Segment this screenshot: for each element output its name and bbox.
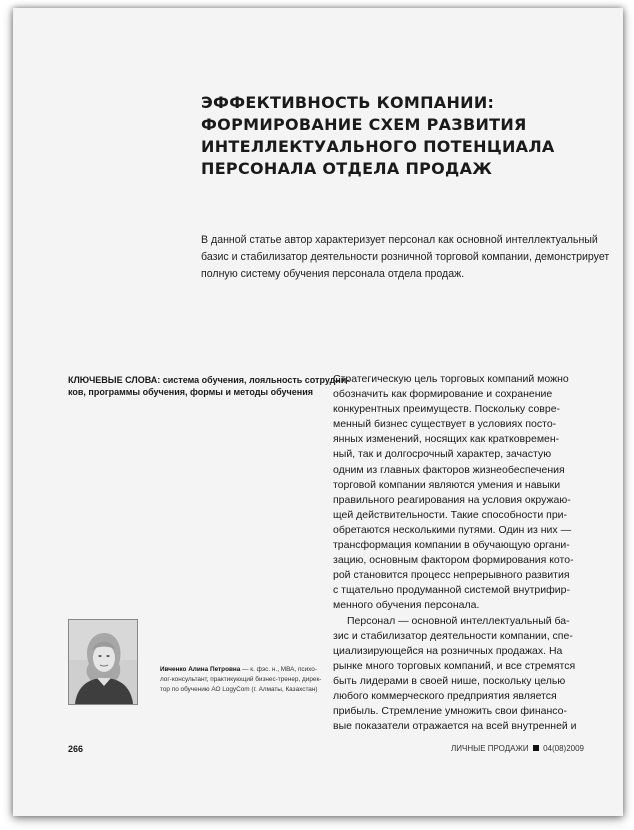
body-line: обретаются несколькими путями. Один из них — xyxy=(333,523,572,536)
author-portrait-image xyxy=(69,620,137,704)
author-caption-line: лог-консультант, практикующий бизнес-тренер, дирек- xyxy=(160,676,322,683)
body-line: обозначить как формирование и сохранение xyxy=(333,388,553,401)
title-line: ПЕРСОНАЛА ОТДЕЛА ПРОДАЖ xyxy=(201,159,493,178)
body-line: с тщательно продуманной системой внутрифир- xyxy=(333,584,570,597)
author-caption xyxy=(160,665,330,695)
author-caption-line xyxy=(160,665,330,675)
journal-footer xyxy=(451,744,584,753)
body-line: торговой компании являются умения и навыки xyxy=(333,478,561,491)
keywords-line: ков, программы обучения, формы и методы обучения xyxy=(68,387,314,397)
page-number: 266 xyxy=(68,744,84,754)
body-line: рой становится процесс непрерывного развития xyxy=(333,569,570,582)
body-line: быть лидерами в своей нише, поскольку целью xyxy=(333,674,566,687)
body-line: вые показатели отражается на всей внутренней и xyxy=(333,720,577,733)
journal-issue: 04(08)2009 xyxy=(543,744,584,753)
title-line: ИНТЕЛЛЕКТУАЛЬНОГО ПОТЕНЦИАЛА xyxy=(201,137,555,156)
body-line: правильного реагирования на условия окружаю- xyxy=(333,493,571,506)
author-caption-line: тор по обучению АО LogyCom (г. Алматы, Казахстан) xyxy=(160,686,318,693)
abstract-line: полную систему обучения персонала отдела продаж. xyxy=(201,268,465,280)
journal-name: ЛИЧНЫЕ ПРОДАЖИ xyxy=(451,744,529,753)
body-line: менного обучения персонала. xyxy=(333,599,480,612)
body-line: щей действительности. Такие способности при- xyxy=(333,508,568,521)
author-credentials: — к. фэс. н., МВА, психо- xyxy=(240,666,317,673)
article-title xyxy=(201,92,581,180)
body-line: янных изменений, носящих как кратковремен- xyxy=(333,433,560,446)
keywords-block xyxy=(68,374,350,398)
keywords-label: КЛЮЧЕВЫЕ СЛОВА: xyxy=(68,375,161,385)
body-line: трансформация компании в обучающую органи- xyxy=(333,539,570,552)
author-name: Ивченко Алина Петровна xyxy=(160,666,241,673)
body-line: ный, так и долгосрочный характер, зачастую xyxy=(333,448,552,461)
keywords-line xyxy=(68,374,350,386)
abstract-line: В данной статье автор характеризует персонал как основной интеллектуальный xyxy=(201,234,598,246)
body-line: рынке много торговых компаний, и все стремятся xyxy=(333,659,576,672)
body-line: прибыль. Стремление умножить свои финансо- xyxy=(333,705,567,718)
title-line: ФОРМИРОВАНИЕ СХЕМ РАЗВИТИЯ xyxy=(201,115,527,134)
article-abstract xyxy=(201,232,610,283)
square-bullet-icon xyxy=(533,745,539,751)
author-photo xyxy=(68,619,138,705)
body-line: менный бизнес существует в условиях посто- xyxy=(333,418,557,431)
body-line: конкурентных преимуществ. Поскольку совре- xyxy=(333,403,561,416)
body-line: любого коммерческого предприятия является xyxy=(333,689,557,702)
body-line: зис и стабилизатор деятельности компании, спе- xyxy=(333,629,573,642)
body-line: Персонал — основной интеллектуальный ба- xyxy=(347,614,570,627)
title-line: ЭФФЕКТИВНОСТЬ КОМПАНИИ: xyxy=(201,93,495,112)
article-body xyxy=(333,372,595,734)
body-line: одним из главных факторов жизнеобеспечения xyxy=(333,463,565,476)
body-line: Стратегическую цель торговых компаний можно xyxy=(333,373,569,385)
body-line: циализирующейся на розничных продажах. На xyxy=(333,644,563,657)
abstract-line: базис и стабилизатор деятельности розничной торговой компании, демонстрирует xyxy=(201,251,610,263)
keywords-text: система обучения, лояльность сотрудни- xyxy=(160,375,350,385)
body-line: зацию, основным фактором формирования кото- xyxy=(333,554,574,567)
